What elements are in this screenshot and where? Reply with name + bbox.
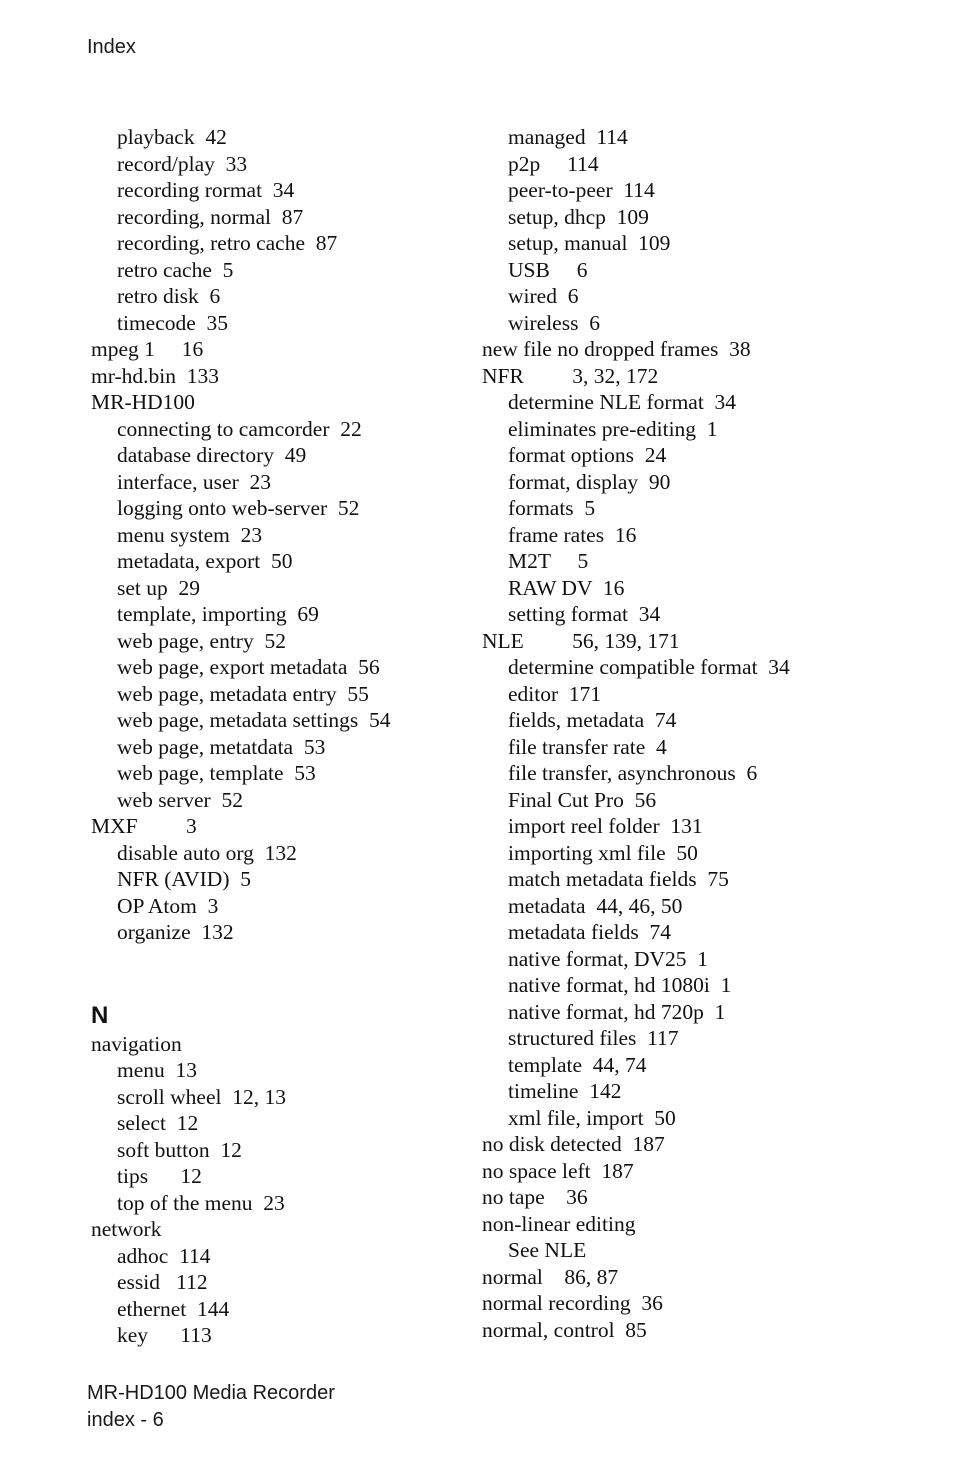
running-header: Index [87, 36, 136, 58]
index-subentry: M2T 5 [508, 549, 589, 573]
index-entry: normal 86, 87 [482, 1264, 619, 1289]
index-entry: network [91, 1217, 162, 1241]
index-subentry: soft button 12 [117, 1137, 242, 1162]
index-subentry: web server 52 [117, 787, 243, 812]
section-letter-heading: N [91, 1001, 109, 1029]
index-subentry: import reel folder 131 [508, 814, 703, 838]
index-subentry: importing xml file 50 [508, 840, 698, 865]
index-subentry: recording, normal 87 [117, 204, 304, 229]
index-subentry: formats 5 [508, 496, 596, 520]
index-subentry: See NLE [508, 1238, 587, 1262]
index-subentry: record/play 33 [117, 151, 248, 176]
index-subentry: select 12 [117, 1111, 199, 1135]
index-subentry: ethernet 144 [117, 1296, 230, 1321]
index-subentry: native format, hd 1080i 1 [508, 973, 732, 997]
index-subentry: recording rormat 34 [117, 178, 295, 202]
index-subentry: connecting to camcorder 22 [117, 416, 362, 441]
index-entry: non-linear editing [482, 1211, 636, 1236]
index-subentry: disable auto org 132 [117, 840, 297, 865]
index-subentry: xml file, import 50 [508, 1105, 676, 1130]
index-entry: mr-hd.bin 133 [91, 363, 219, 388]
index-subentry: managed 114 [508, 125, 628, 149]
index-subentry: native format, DV25 1 [508, 946, 709, 971]
index-column-left [91, 124, 471, 1349]
index-subentry: timecode 35 [117, 310, 229, 335]
page-footer [87, 1380, 335, 1434]
index-subentry: retro cache 5 [117, 257, 234, 282]
index-subentry: logging onto web-server 52 [117, 496, 360, 520]
index-subentry: format options 24 [508, 443, 667, 467]
index-entry: normal recording 36 [482, 1291, 663, 1315]
index-subentry: file transfer, asynchronous 6 [508, 761, 758, 785]
index-subentry: wired 6 [508, 284, 579, 308]
index-subentry: OP Atom 3 [117, 893, 219, 918]
index-subentry: web page, template 53 [117, 761, 316, 785]
index-subentry: web page, export metadata 56 [117, 655, 380, 679]
index-subentry: adhoc 114 [117, 1243, 211, 1268]
index-subentry: editor 171 [508, 681, 602, 706]
index-subentry: playback 42 [117, 125, 227, 149]
index-subentry: peer-to-peer 114 [508, 178, 655, 202]
index-entry: NFR 3, 32, 172 [482, 363, 659, 388]
index-subentry: key 113 [117, 1323, 212, 1347]
index-entry: mpeg 1 16 [91, 337, 204, 361]
index-subentry: setup, manual 109 [508, 231, 671, 255]
index-entry: no tape 36 [482, 1185, 588, 1209]
index-subentry: metadata fields 74 [508, 920, 671, 944]
index-entry: normal, control 85 [482, 1317, 647, 1342]
index-subentry: determine NLE format 34 [508, 390, 737, 414]
footer-product-name: MR-HD100 Media Recorder [87, 1382, 335, 1404]
index-subentry: wireless 6 [508, 310, 600, 335]
index-subentry: menu system 23 [117, 522, 263, 547]
index-subentry: frame rates 16 [508, 522, 637, 547]
index-subentry: fields, metadata 74 [508, 708, 677, 732]
index-subentry: metadata 44, 46, 50 [508, 893, 683, 918]
index-subentry: menu 13 [117, 1058, 198, 1082]
index-subentry: match metadata fields 75 [508, 867, 729, 891]
index-subentry: Final Cut Pro 56 [508, 787, 657, 812]
index-subentry: setting format 34 [508, 602, 661, 626]
index-entry: new file no dropped frames 38 [482, 337, 751, 361]
index-entry: no disk detected 187 [482, 1132, 665, 1156]
index-subentry: setup, dhcp 109 [508, 204, 649, 229]
index-entry: no space left 187 [482, 1158, 634, 1183]
index-subentry: structured files 117 [508, 1026, 679, 1050]
index-subentry: set up 29 [117, 575, 201, 600]
footer-page-number: index - 6 [87, 1409, 164, 1431]
index-subentry: file transfer rate 4 [508, 734, 667, 759]
index-subentry: organize 132 [117, 920, 234, 944]
index-subentry: USB 6 [508, 257, 588, 282]
index-entry: MXF 3 [91, 814, 197, 838]
index-subentry: template 44, 74 [508, 1052, 647, 1077]
index-subentry: tips 12 [117, 1164, 202, 1188]
index-subentry: scroll wheel 12, 13 [117, 1084, 286, 1109]
index-subentry: determine compatible format 34 [508, 655, 790, 679]
index-entry: MR-HD100 [91, 390, 195, 414]
index-subentry: format, display 90 [508, 469, 671, 494]
index-subentry: retro disk 6 [117, 284, 221, 308]
index-subentry: top of the menu 23 [117, 1190, 285, 1215]
index-subentry: recording, retro cache 87 [117, 231, 338, 255]
index-subentry: NFR (AVID) 5 [117, 867, 251, 891]
index-subentry: database directory 49 [117, 443, 307, 467]
index-subentry: essid 112 [117, 1270, 208, 1294]
index-subentry: metadata, export 50 [117, 549, 293, 573]
index-subentry: web page, metadata settings 54 [117, 708, 391, 732]
index-subentry: web page, metadata entry 55 [117, 681, 369, 706]
index-entry: NLE 56, 139, 171 [482, 628, 680, 653]
index-subentry: interface, user 23 [117, 469, 272, 494]
index-subentry: native format, hd 720p 1 [508, 999, 726, 1024]
index-subentry: web page, metatdata 53 [117, 734, 326, 759]
section-spacer [91, 946, 471, 994]
index-entry: navigation [91, 1031, 182, 1056]
index-subentry: timeline 142 [508, 1079, 622, 1103]
index-subentry: eliminates pre-editing 1 [508, 416, 718, 441]
index-subentry: template, importing 69 [117, 602, 319, 626]
index-subentry: RAW DV 16 [508, 575, 625, 600]
index-column-right [482, 124, 922, 1343]
index-subentry: p2p 114 [508, 151, 599, 176]
index-subentry: web page, entry 52 [117, 628, 286, 653]
